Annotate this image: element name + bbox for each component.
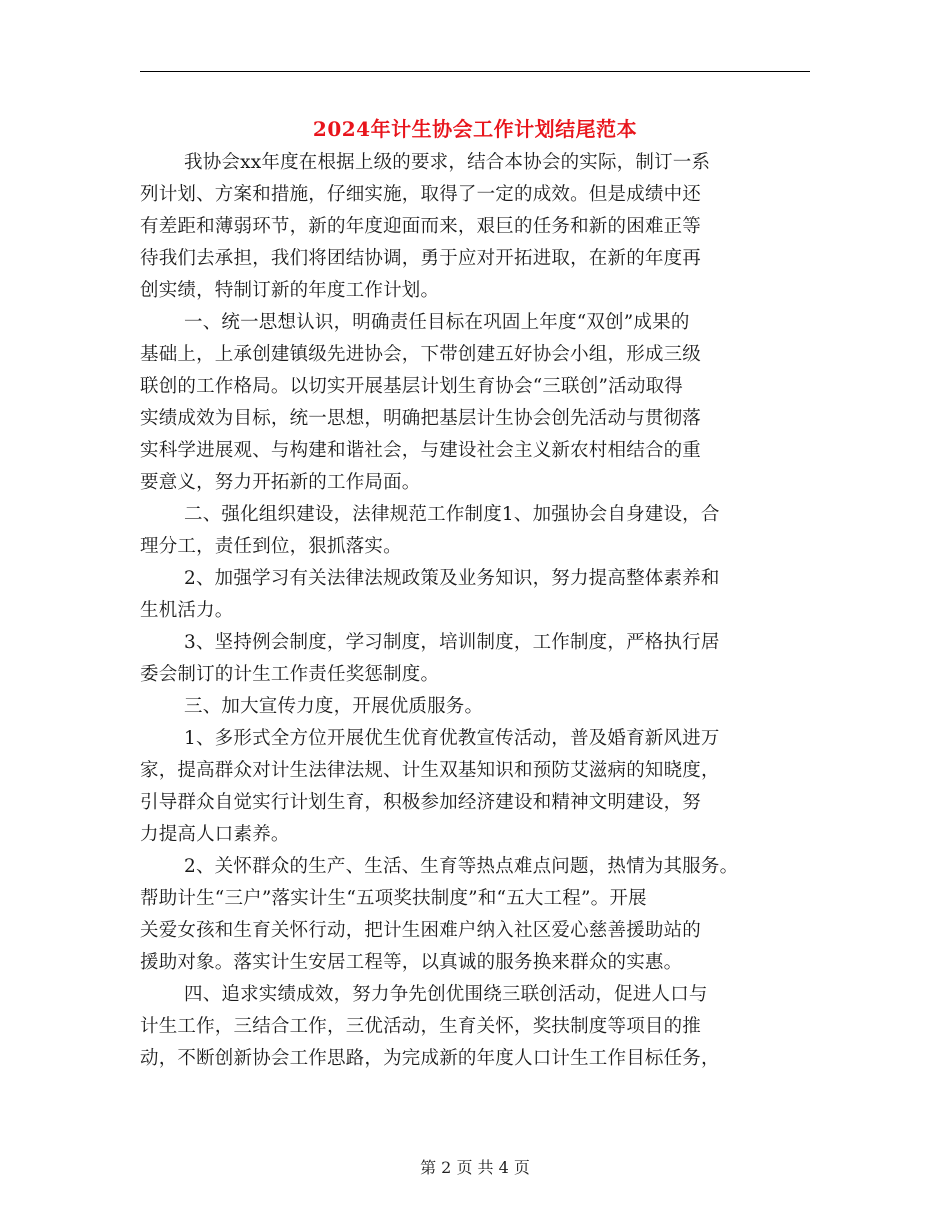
- text-line: 2、加强学习有关法律法规政策及业务知识，努力提高整体素养和: [184, 568, 720, 589]
- paragraph: [140, 979, 810, 1075]
- text-line: 我协会xx年度在根据上级的要求，结合本协会的实际，制订一系: [184, 152, 711, 173]
- text-line: 动，不断创新协会工作思路，为完成新的年度人口计生工作目标任务，: [140, 1048, 720, 1069]
- header-rule: [140, 71, 810, 72]
- text-line: 有差距和薄弱环节，新的年度迎面而来，艰巨的任务和新的困难正等: [140, 216, 702, 237]
- paragraph: [140, 147, 810, 307]
- document-title: 2024年计生协会工作计划结尾范本: [312, 117, 638, 141]
- text-line: 实绩成效为目标，统一思想，明确把基层计生协会创先活动与贯彻落: [140, 408, 702, 429]
- text-line: 待我们去承担，我们将团结协调，勇于应对开拓进取，在新的年度再: [140, 248, 702, 269]
- text-line: 1、多形式全方位开展优生优育优教宣传活动，普及婚育新风进万: [184, 728, 720, 749]
- text-line: 生机活力。: [140, 600, 234, 621]
- paragraph: [140, 851, 810, 979]
- text-line: 家，提高群众对计生法律法规、计生双基知识和预防艾滋病的知晓度，: [140, 760, 720, 781]
- page-number: 第 2 页 共 4 页: [420, 1158, 530, 1177]
- text-line: 列计划、方案和措施，仔细实施，取得了一定的成效。但是成绩中还: [140, 184, 702, 205]
- text-line: 引导群众自觉实行计划生育，积极参加经济建设和精神文明建设，努: [140, 792, 702, 813]
- text-line: 力提高人口素养。: [140, 824, 290, 845]
- paragraph: [140, 723, 810, 851]
- text-line: 三、加大宣传力度，开展优质服务。: [184, 696, 484, 717]
- text-line: 理分工，责任到位，狠抓落实。: [140, 536, 402, 557]
- text-line: 二、强化组织建设，法律规范工作制度1、加强协会自身建设，合: [184, 504, 720, 525]
- text-line: 创实绩，特制订新的年度工作计划。: [140, 280, 440, 301]
- text-line: 计生工作，三结合工作，三优活动，生育关怀，奖扶制度等项目的推: [140, 1016, 702, 1037]
- text-line: 帮助计生“三户”落实计生“五项奖扶制度”和“五大工程”。开展: [140, 888, 647, 909]
- paragraph: [140, 307, 810, 499]
- text-line: 要意义，努力开拓新的工作局面。: [140, 472, 421, 493]
- text-line: 关爱女孩和生育关怀行动，把计生困难户纳入社区爱心慈善援助站的: [140, 920, 702, 941]
- text-line: 3、坚持例会制度，学习制度，培训制度，工作制度，严格执行居: [184, 632, 720, 653]
- paragraph: [140, 627, 810, 691]
- text-line: 援助对象。落实计生安居工程等，以真诚的服务换来群众的实惠。: [140, 952, 683, 973]
- text-line: 四、追求实绩成效，努力争先创优围绕三联创活动，促进人口与: [184, 984, 708, 1005]
- paragraph: [140, 499, 810, 563]
- text-line: 基础上，上承创建镇级先进协会，下带创建五好协会小组，形成三级: [140, 344, 702, 365]
- text-line: 联创的工作格局。以切实开展基层计划生育协会“三联创”活动取得: [140, 376, 683, 397]
- text-line: 实科学进展观、与构建和谐社会，与建设社会主义新农村相结合的重: [140, 440, 702, 461]
- text-line: 委会制订的计生工作责任奖惩制度。: [140, 664, 440, 685]
- text-line: 一、统一思想认识，明确责任目标在巩固上年度“双创”成果的: [184, 312, 690, 333]
- paragraph: [140, 563, 810, 627]
- document-body: [140, 147, 810, 1075]
- paragraph: [140, 691, 810, 723]
- text-line: 2、关怀群众的生产、生活、生育等热点难点问题，热情为其服务。: [184, 856, 739, 877]
